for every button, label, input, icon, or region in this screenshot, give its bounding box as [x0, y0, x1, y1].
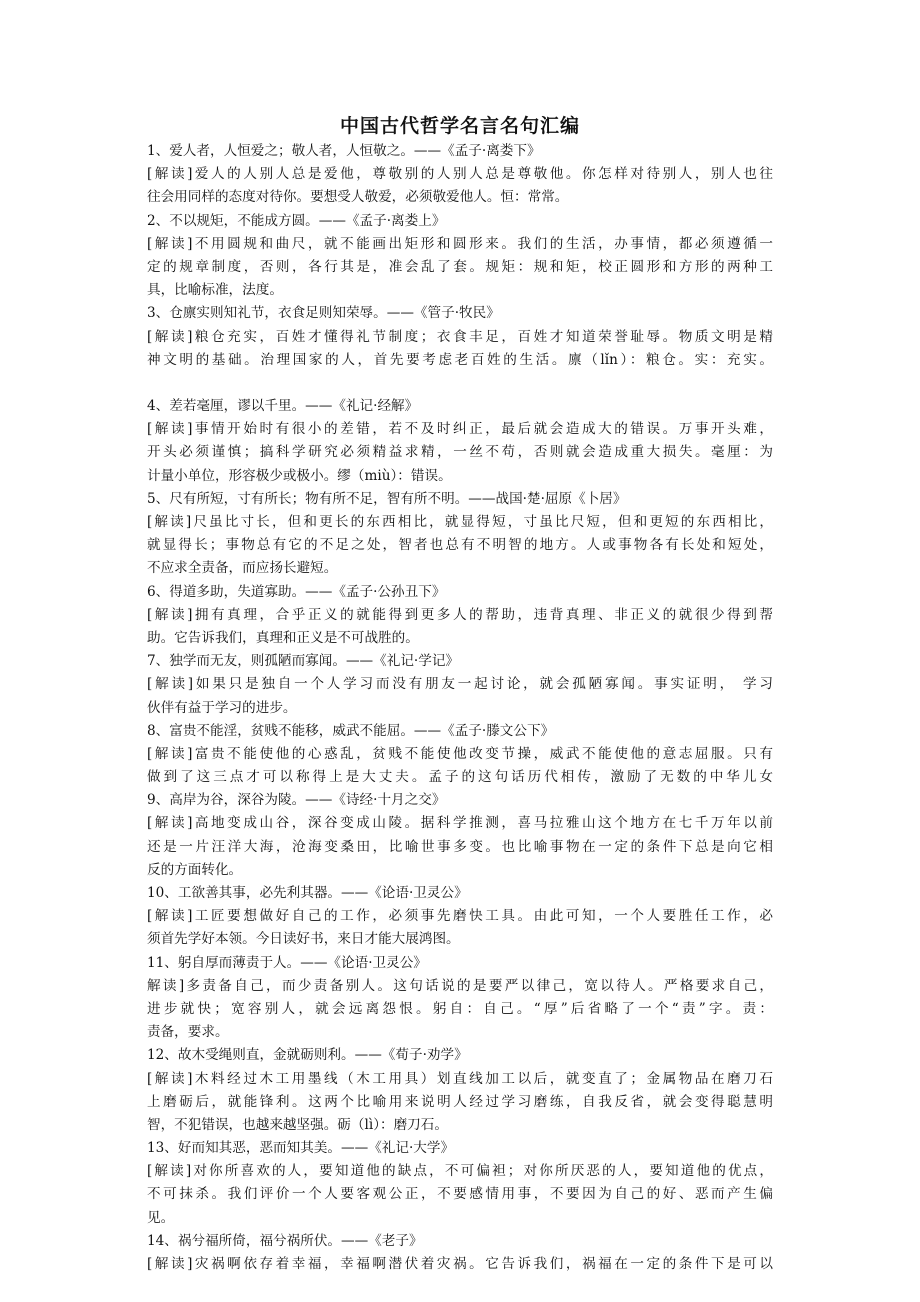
text-line: 4、差若毫厘，谬以千里。——《礼记·经解》: [147, 398, 419, 415]
text-line: 不可抹杀。我们评价一个人要客观公正，不要感情用事，不要因为自己的好、恶而产生偏: [147, 1186, 773, 1203]
text-line: 上磨砺后，就能锋利。这两个比喻用来说明人经过学习磨练，自我反省，就会变得聪慧明: [147, 1093, 773, 1110]
text-line: 12、故木受绳则直，金就砺则利。——《荀子·劝学》: [147, 1047, 468, 1064]
document-body: [147, 140, 773, 1276]
text-line: [解读]灾祸啊依存着幸福，幸福啊潜伏着灾祸。它告诉我们，祸福在一定的条件下是可以: [147, 1256, 773, 1272]
text-line: [解读]对你所喜欢的人，要知道他的缺点，不可偏袒；对你所厌恶的人，要知道他的优点，: [147, 1163, 773, 1180]
text-line: [解读]事情开始时有很小的差错，若不及时纠正，最后就会造成大的错误。万事开头难，: [147, 421, 773, 438]
text-line: [解读]拥有真理，合乎正义的就能得到更多人的帮助，违背真理、非正义的就很少得到帮: [147, 606, 773, 623]
text-line: 计量小单位，形容极少或极小。缪（miù）：错误。: [147, 467, 452, 484]
text-line: 11、躬自厚而薄责于人。——《论语·卫灵公》: [147, 954, 427, 971]
text-line: [147, 372, 773, 395]
text-line: 5、尺有所短，寸有所长；物有所不足，智有所不明。——战国·楚·屈原《卜居》: [147, 490, 627, 507]
text-line: [解读]爱人的人别人总是爱他，尊敬别的人别人总是尊敬他。你怎样对待别人，别人也往: [147, 166, 773, 183]
text-line: 14、祸兮福所倚，福兮祸所伏。——《老子》: [147, 1232, 423, 1249]
text-line: [解读]粮仓充实，百姓才懂得礼节制度；衣食丰足，百姓才知道荣誉耻辱。物质文明是精: [147, 328, 773, 345]
text-line: 6、得道多助，失道寡助。——《孟子·公孙丑下》: [147, 583, 446, 600]
text-line: [解读]木料经过木工用墨线（木工用具）划直线加工以后，就变直了；金属物品在磨刀石: [147, 1070, 773, 1087]
text-line: 8、富贵不能淫，贫贱不能移，威武不能屈。——《孟子·滕文公下》: [147, 722, 555, 739]
document-title: 中国古代哲学名言名句汇编: [339, 115, 580, 137]
text-line: 须首先学好本领。今日读好书，来日才能大展鸿图。: [147, 931, 460, 948]
text-line: 1、爱人者，人恒爱之；敬人者，人恒敬之。——《孟子·离娄下》: [147, 143, 541, 159]
text-line: 10、工欲善其事，必先利其器。——《论语·卫灵公》: [147, 885, 468, 901]
text-line: 智，不犯错误，也越来越坚强。砺（lì）：磨刀石。: [147, 1116, 448, 1133]
text-line: 做到了这三点才可以称得上是大丈夫。孟子的这句话历代相传，激励了无数的中华儿女: [147, 769, 773, 786]
text-line: 7、独学而无友，则孤陋而寡闻。——《礼记·学记》: [147, 653, 460, 670]
text-line: 2、不以规矩，不能成方圆。——《孟子·离娄上》: [147, 212, 446, 229]
text-line: 3、仓廪实则知礼节，衣食足则知荣辱。——《管子·牧民》: [147, 305, 500, 322]
text-line: 进步就快；宽容别人，就会远离怨恨。躬自：自己。“厚”后省略了一个“责”字。责：: [147, 1000, 773, 1017]
text-line: [解读]尺虽比寸长，但和更长的东西相比，就显得短，寸虽比尺短，但和更短的东西相比，: [147, 514, 773, 530]
text-line: [解读]如果只是独自一个人学习而没有朋友一起讨论，就会孤陋寡闻。事实证明， 学习: [147, 676, 773, 693]
text-line: [解读]工匠要想做好自己的工作，必须事先磨快工具。由此可知，一个人要胜任工作，必: [147, 908, 773, 925]
text-line: 责备，要求。: [147, 1024, 229, 1041]
text-line: 不应求全责备，而应扬长避短。: [147, 560, 338, 577]
text-line: 定的规章制度，否则，各行其是，准会乱了套。规矩：规和矩，校正圆形和方形的两种工: [147, 258, 773, 275]
text-line: 具，比喻标准，法度。: [147, 282, 283, 299]
document-page: [147, 112, 773, 1276]
text-line: 13、好而知其恶，恶而知其美。——《礼记·大学》: [147, 1140, 455, 1157]
text-line: 神文明的基础。治理国家的人，首先要考虑老百姓的生活。廪（lǐn）：粮仓。实：充实。: [147, 351, 773, 368]
text-line: 反的方面转化。: [147, 861, 243, 878]
text-line: 伙伴有益于学习的进步。: [147, 699, 297, 716]
text-line: 9、高岸为谷，深谷为陵。——《诗经·十月之交》: [147, 792, 446, 809]
text-line: 就显得长；事物总有它的不足之处，智者也总有不明智的地方。人或事物各有长处和短处，: [147, 537, 773, 554]
text-line: [解读]富贵不能使他的心惑乱，贫贱不能使他改变节操，威武不能使他的意志屈服。只有: [147, 745, 773, 762]
text-line: 往会用同样的态度对待你。要想受人敬爱，必须敬爱他人。恒：常常。: [147, 189, 569, 206]
text-line: 还是一片汪洋大海，沧海变桑田，比喻世事多变。也比喻事物在一定的条件下总是向它相: [147, 838, 773, 855]
text-line: 解读]多责备自己，而少责备别人。这句话说的是要严以律己，宽以待人。严格要求自己，: [147, 977, 773, 994]
text-line: [解读]不用圆规和曲尺，就不能画出矩形和圆形来。我们的生活，办事情，都必须遵循一: [147, 235, 773, 252]
text-line: 助。它告诉我们，真理和正义是不可战胜的。: [147, 629, 419, 646]
text-line: 见。: [147, 1209, 175, 1226]
text-line: [解读]高地变成山谷，深谷变成山陵。据科学推测，喜马拉雅山这个地方在七千万年以前: [147, 815, 773, 832]
text-line: 开头必须谨慎；搞科学研究必须精益求精，一丝不苟，否则就会造成重大损失。毫厘：为: [147, 444, 773, 461]
